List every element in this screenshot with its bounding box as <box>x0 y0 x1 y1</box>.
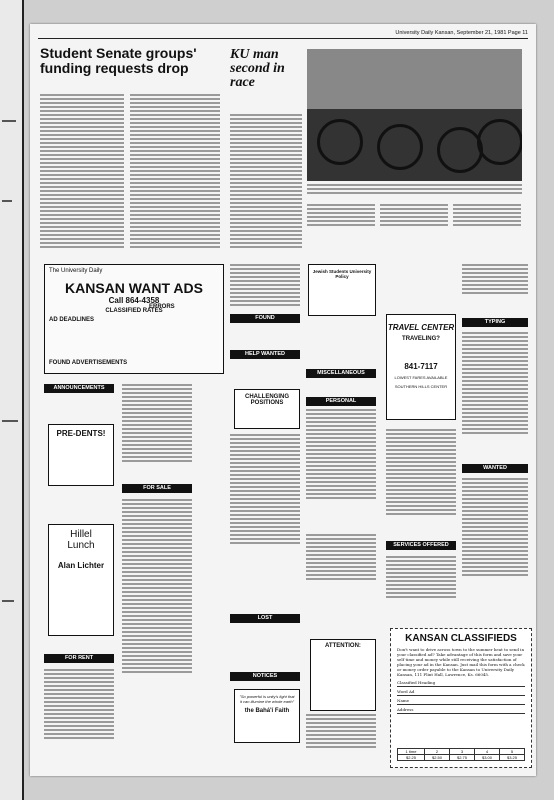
race-story-cont3 <box>453 204 521 244</box>
for-rent-listings <box>44 669 114 741</box>
name-field[interactable]: Name <box>397 698 525 705</box>
bicycle-wheel <box>377 124 423 170</box>
announcement-listings <box>122 384 192 464</box>
rate-table <box>397 748 525 761</box>
section-announcements: ANNOUNCEMENTS <box>44 384 114 393</box>
section-for-rent: FOR RENT <box>44 654 114 663</box>
travel-fares: LOWEST FARES AVAILABLE <box>394 375 448 380</box>
section-services-offered: SERVICES OFFERED <box>386 541 456 550</box>
travel-footer: SOUTHERN HILLS CENTER <box>394 384 448 389</box>
section-wanted: WANTED <box>462 464 528 473</box>
classified-heading-field[interactable]: Classified Heading <box>397 680 525 687</box>
section-lost: LOST <box>230 614 300 623</box>
race-story-body <box>230 114 302 254</box>
scan-line <box>2 420 18 422</box>
bahai-name: the Bahá'í Faith <box>244 708 290 714</box>
adjacent-page-edge <box>0 0 24 800</box>
story-body-col1 <box>40 94 124 254</box>
race-story-cont2 <box>380 204 448 244</box>
page-header: University Daily Kansan, September 21, 1981 Page 11 <box>395 30 528 36</box>
personal-listings-more <box>306 534 376 582</box>
positions-title: CHALLENGING POSITIONS <box>245 394 289 406</box>
predents-title: PRE-DENTS! <box>56 429 106 438</box>
services-listings <box>386 556 456 600</box>
scan-line <box>2 200 12 202</box>
personal-listings-bottom <box>306 714 376 750</box>
want-ads-phone: Call 864-4358 <box>108 296 160 305</box>
newspaper-page <box>30 24 536 776</box>
wanted-listings <box>462 478 528 578</box>
bahai-ad <box>234 689 300 743</box>
race-story-cont1 <box>307 204 375 244</box>
section-for-sale: FOR SALE <box>122 484 192 493</box>
want-ads-title: KANSAN WANT ADS <box>65 280 203 296</box>
travel-center-ad <box>386 314 456 420</box>
photo-background <box>307 49 522 109</box>
hillel-ad <box>48 524 114 636</box>
rate-price-cell: $2.75 <box>450 755 475 761</box>
classified-form-title: KANSAN CLASSIFIEDS <box>405 633 517 644</box>
section-found: FOUND <box>230 314 300 323</box>
personal-listings <box>306 409 376 501</box>
ad-deadlines-label: AD DEADLINES <box>49 317 95 323</box>
rate-header-cell: 2 <box>425 749 450 755</box>
services-text <box>386 429 456 517</box>
bicycle-wheel <box>477 119 522 165</box>
traveling-question: TRAVELING? <box>402 336 440 342</box>
hillel-lunch: Lunch <box>67 540 95 551</box>
for-sale-listings <box>122 499 192 675</box>
rate-price-cell: $2.50 <box>425 755 450 761</box>
errors-label: ERRORS <box>149 304 175 310</box>
rate-header-cell: 4 <box>474 749 499 755</box>
scan-line <box>2 120 16 122</box>
address-field[interactable]: Address <box>397 707 525 714</box>
rate-header-cell: 3 <box>450 749 475 755</box>
section-notices: NOTICES <box>230 672 300 681</box>
typing-listings <box>462 332 528 436</box>
jewish-title: Jewish Students University Policy <box>312 269 372 279</box>
rate-price-cell: $3.25 <box>499 755 524 761</box>
section-help-wanted: HELP WANTED <box>230 350 300 359</box>
help-wanted-listings <box>230 434 300 546</box>
speaker-name: Alan Lichter <box>57 561 105 570</box>
photo-caption <box>307 184 522 196</box>
kansan-classifieds-form <box>390 628 532 768</box>
bahai-quote: "So powerful is unity's light that it can illumine the whole earth" <box>239 694 295 704</box>
attention-title: ATTENTION: <box>325 643 361 649</box>
travel-center-name: TRAVEL CENTER <box>387 323 455 332</box>
bicycle-wheel <box>317 119 363 165</box>
scan-line <box>2 600 14 602</box>
travel-phone: 841-7117 <box>404 362 438 371</box>
found-ads-label: FOUND ADVERTISEMENTS <box>49 360 128 366</box>
header-rule <box>38 38 528 39</box>
attention-ad <box>310 639 376 711</box>
rate-header-cell: 1 time <box>398 749 425 755</box>
top-right-listings <box>462 264 528 296</box>
classified-form-body: Don't want to drive across town to the summer heat to send in your classified ad? Take advantage of this form and save your self time and money while still receiving the satisfaction of placing your ad in the Kansan. Just mail this form with a check or money order payable to the Kansan to University Daily Kansan, 111 Flint Hall, Lawrence, Ks. 66045. <box>397 647 525 677</box>
story-body-col2 <box>130 94 220 254</box>
section-personal: PERSONAL <box>306 397 376 406</box>
challenging-positions-ad <box>234 389 300 429</box>
rate-header-cell: 5 <box>499 749 524 755</box>
cyclists-photo <box>307 49 522 181</box>
predents-ad <box>48 424 114 486</box>
jewish-students-ad <box>308 264 376 316</box>
want-ads-header-box <box>44 264 224 374</box>
classified-rates-label: CLASSIFIED RATES <box>105 308 163 314</box>
rate-price-cell: $2.25 <box>398 755 425 761</box>
rate-price-cell: $3.00 <box>474 755 499 761</box>
hillel-title: Hillel <box>70 529 92 540</box>
want-ads-masthead: The University Daily <box>49 268 103 274</box>
section-typing: TYPING <box>462 318 528 327</box>
section-miscellaneous: MISCELLANEOUS <box>306 369 376 378</box>
word-ad-field[interactable]: Word Ad <box>397 689 525 696</box>
bicycle-wheel <box>437 127 483 173</box>
story-headline-senate: Student Senate groups' funding requests drop <box>40 45 197 76</box>
story-headline-race: KU man second in race <box>230 47 285 90</box>
for-sale-top-listings <box>230 264 300 308</box>
